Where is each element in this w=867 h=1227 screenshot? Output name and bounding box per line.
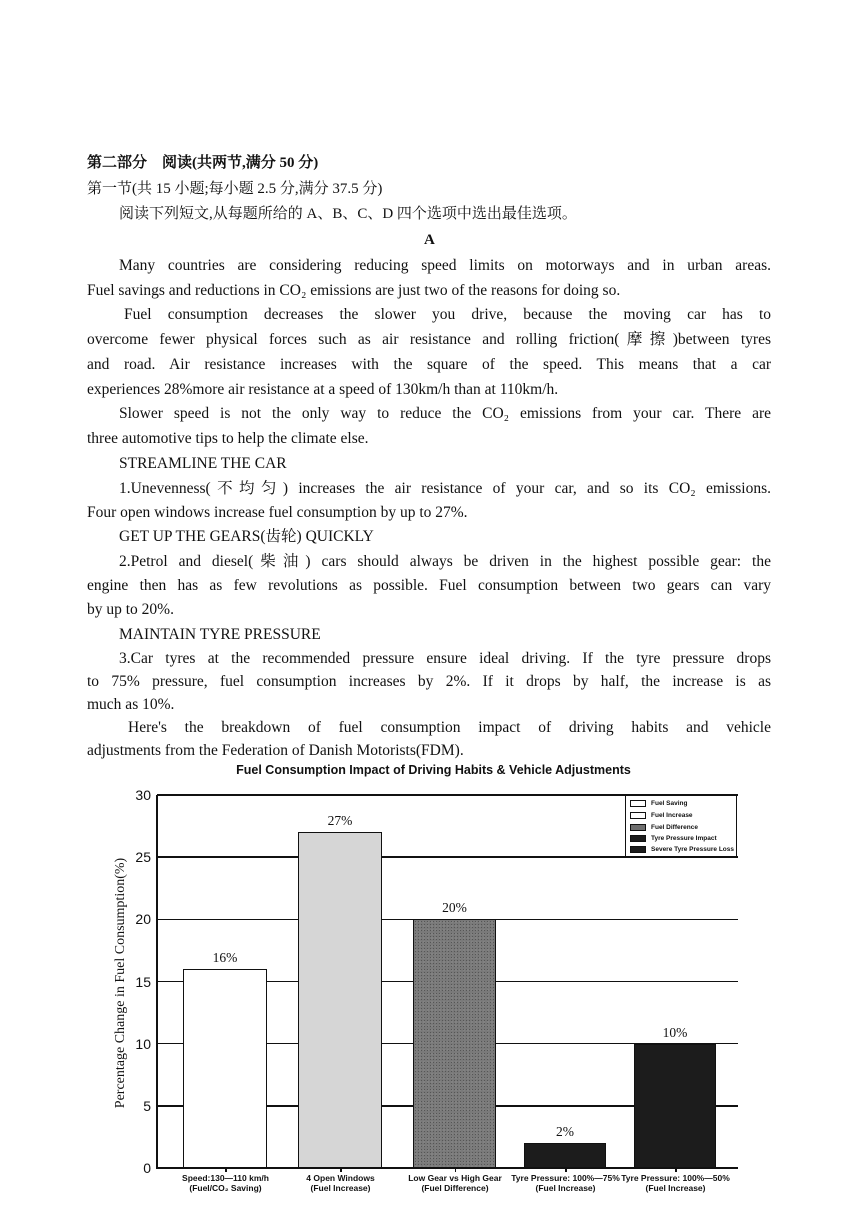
x-tick-label (503, 1173, 628, 1193)
legend-swatch-icon (630, 835, 646, 842)
passage-letter: A (424, 232, 435, 248)
x-tick-label-line: (Fuel/CO₂ Saving) (189, 1183, 262, 1193)
paragraph-2-line-4: experiences 28%more air resistance at a speed of 130km/h than at 110km/h. (87, 381, 559, 398)
x-tick-mark (565, 1168, 567, 1172)
legend-label: Fuel Increase (651, 811, 693, 819)
paragraph-4-line-2: adjustments from the Federation of Danish Motorists(FDM). (87, 742, 464, 759)
x-tick-label-line: (Fuel Difference) (421, 1183, 489, 1193)
legend-swatch-icon (630, 812, 646, 819)
x-tick-label (613, 1173, 738, 1193)
part-title: 第二部分 阅读(共两节,满分 50 分) (87, 155, 319, 171)
heading-tyre: MAINTAIN TYRE PRESSURE (119, 626, 321, 643)
bar-3 (413, 919, 496, 1168)
y-axis-label: Percentage Change in Fuel Consumption(%) (113, 857, 128, 1109)
x-tick-label (278, 1173, 403, 1193)
paragraph-4-line-1: Here's the breakdown of fuel consumption impact of driving habits and vehicle (128, 719, 771, 736)
y-axis (156, 795, 158, 1169)
heading-streamline: STREAMLINE THE CAR (119, 455, 287, 472)
x-tick-label-line: Speed:130—110 km/h (182, 1173, 269, 1183)
y-tick-label: 20 (135, 911, 151, 928)
x-tick-mark (225, 1168, 227, 1172)
legend-swatch-icon (630, 824, 646, 831)
y-tick-label: 25 (135, 849, 151, 866)
tip-2-line-1: 2.Petrol and diesel(柴油) cars should always be driven in the highest possible gear: the (119, 553, 771, 570)
x-tick-label-line: (Fuel Increase) (645, 1183, 706, 1193)
x-tick-label-line: Low Gear vs High Gear (408, 1173, 502, 1183)
x-tick-mark (675, 1168, 677, 1172)
paragraph-3-line-2: three automotive tips to help the climate else. (87, 430, 369, 447)
data-label: 16% (212, 950, 238, 966)
tip-2-line-2: engine then has as few revolutions as possible. Fuel consumption between two gears can vary (87, 577, 771, 594)
heading-gears: GET UP THE GEARS(齿轮) QUICKLY (119, 528, 374, 545)
tip-3-line-1: 3.Car tyres at the recommended pressure ensure ideal driving. If the tyre pressure drops (119, 650, 771, 667)
data-label: 20% (442, 900, 467, 916)
tip-3-line-2: to 75% pressure, fuel consumption increases by 2%. If it drops by half, the increase is as (87, 673, 771, 690)
data-label: 10% (662, 1024, 688, 1040)
legend-item-fuel-saving (630, 798, 687, 808)
section-title: 第一节(共 15 小题;每小题 2.5 分,满分 37.5 分) (87, 181, 383, 197)
legend-item-fuel-increase (630, 810, 693, 820)
tip-3-line-3: much as 10%. (87, 696, 175, 713)
x-tick-mark (340, 1168, 342, 1172)
legend-label: Severe Tyre Pressure Loss (651, 845, 734, 853)
y-tick-label: 0 (143, 1160, 151, 1176)
legend-item-fuel-difference (630, 822, 698, 832)
bar-1 (183, 969, 267, 1168)
bar-2 (298, 832, 382, 1168)
x-tick-label (163, 1173, 288, 1193)
chart-title: Fuel Consumption Impact of Driving Habits & Vehicle Adjustments (236, 763, 631, 777)
y-tick-label: 5 (143, 1097, 151, 1114)
legend-item-severe-tyre-pressure-loss (630, 844, 734, 854)
y-tick-label: 30 (135, 787, 151, 803)
bar-4 (524, 1143, 606, 1168)
legend-swatch-icon (630, 846, 646, 853)
paragraph-2-line-2: overcome fewer physical forces such as air resistance and rolling friction(摩擦)between tyres (87, 331, 771, 348)
legend-label: Fuel Saving (651, 799, 688, 807)
tip-1-line-1: 1.Unevenness(不均匀) increases the air resistance of your car, and so its CO₂ emissions. (119, 480, 771, 497)
data-label: 27% (327, 813, 353, 829)
x-tick-label-line: Tyre Pressure: 100%—75% (511, 1173, 620, 1183)
data-label: 2% (556, 1124, 574, 1140)
x-tick-label-line: (Fuel Increase) (310, 1183, 371, 1193)
y-tick-label: 10 (135, 1035, 151, 1052)
tip-2-line-3: by up to 20%. (87, 601, 174, 618)
paragraph-3-line-1: Slower speed is not the only way to reduce the CO₂ emissions from your car. There are (119, 405, 771, 422)
paragraph-1-line-2: Fuel savings and reductions in CO₂ emissions are just two of the reasons for doing so. (87, 282, 621, 299)
bar-5 (634, 1044, 716, 1168)
paragraph-2-line-3: and road. Air resistance increases with the square of the speed. This means that a car (87, 356, 771, 373)
paragraph-2-line-1: Fuel consumption decreases the slower you drive, because the moving car has to (124, 306, 771, 323)
y-tick-label: 15 (135, 973, 151, 990)
x-tick-label-line: 4 Open Windows (306, 1173, 375, 1183)
x-tick-mark (455, 1168, 457, 1172)
instruction: 阅读下列短文,从每题所给的 A、B、C、D 四个选项中选出最佳选项。 (119, 206, 577, 222)
paragraph-1-line-1: Many countries are considering reducing speed limits on motorways and in urban areas. (119, 257, 771, 274)
x-tick-label-line: (Fuel Increase) (535, 1183, 596, 1193)
x-tick-label-line: Tyre Pressure: 100%—50% (621, 1173, 730, 1183)
legend-label: Fuel Difference (651, 823, 698, 831)
legend-swatch-icon (630, 800, 646, 807)
tip-1-line-2: Four open windows increase fuel consumption by up to 27%. (87, 504, 468, 521)
legend-item-tyre-pressure-impact (630, 833, 717, 843)
legend-label: Tyre Pressure Impact (651, 834, 717, 842)
x-tick-label (393, 1173, 518, 1193)
chart-legend (625, 795, 737, 857)
